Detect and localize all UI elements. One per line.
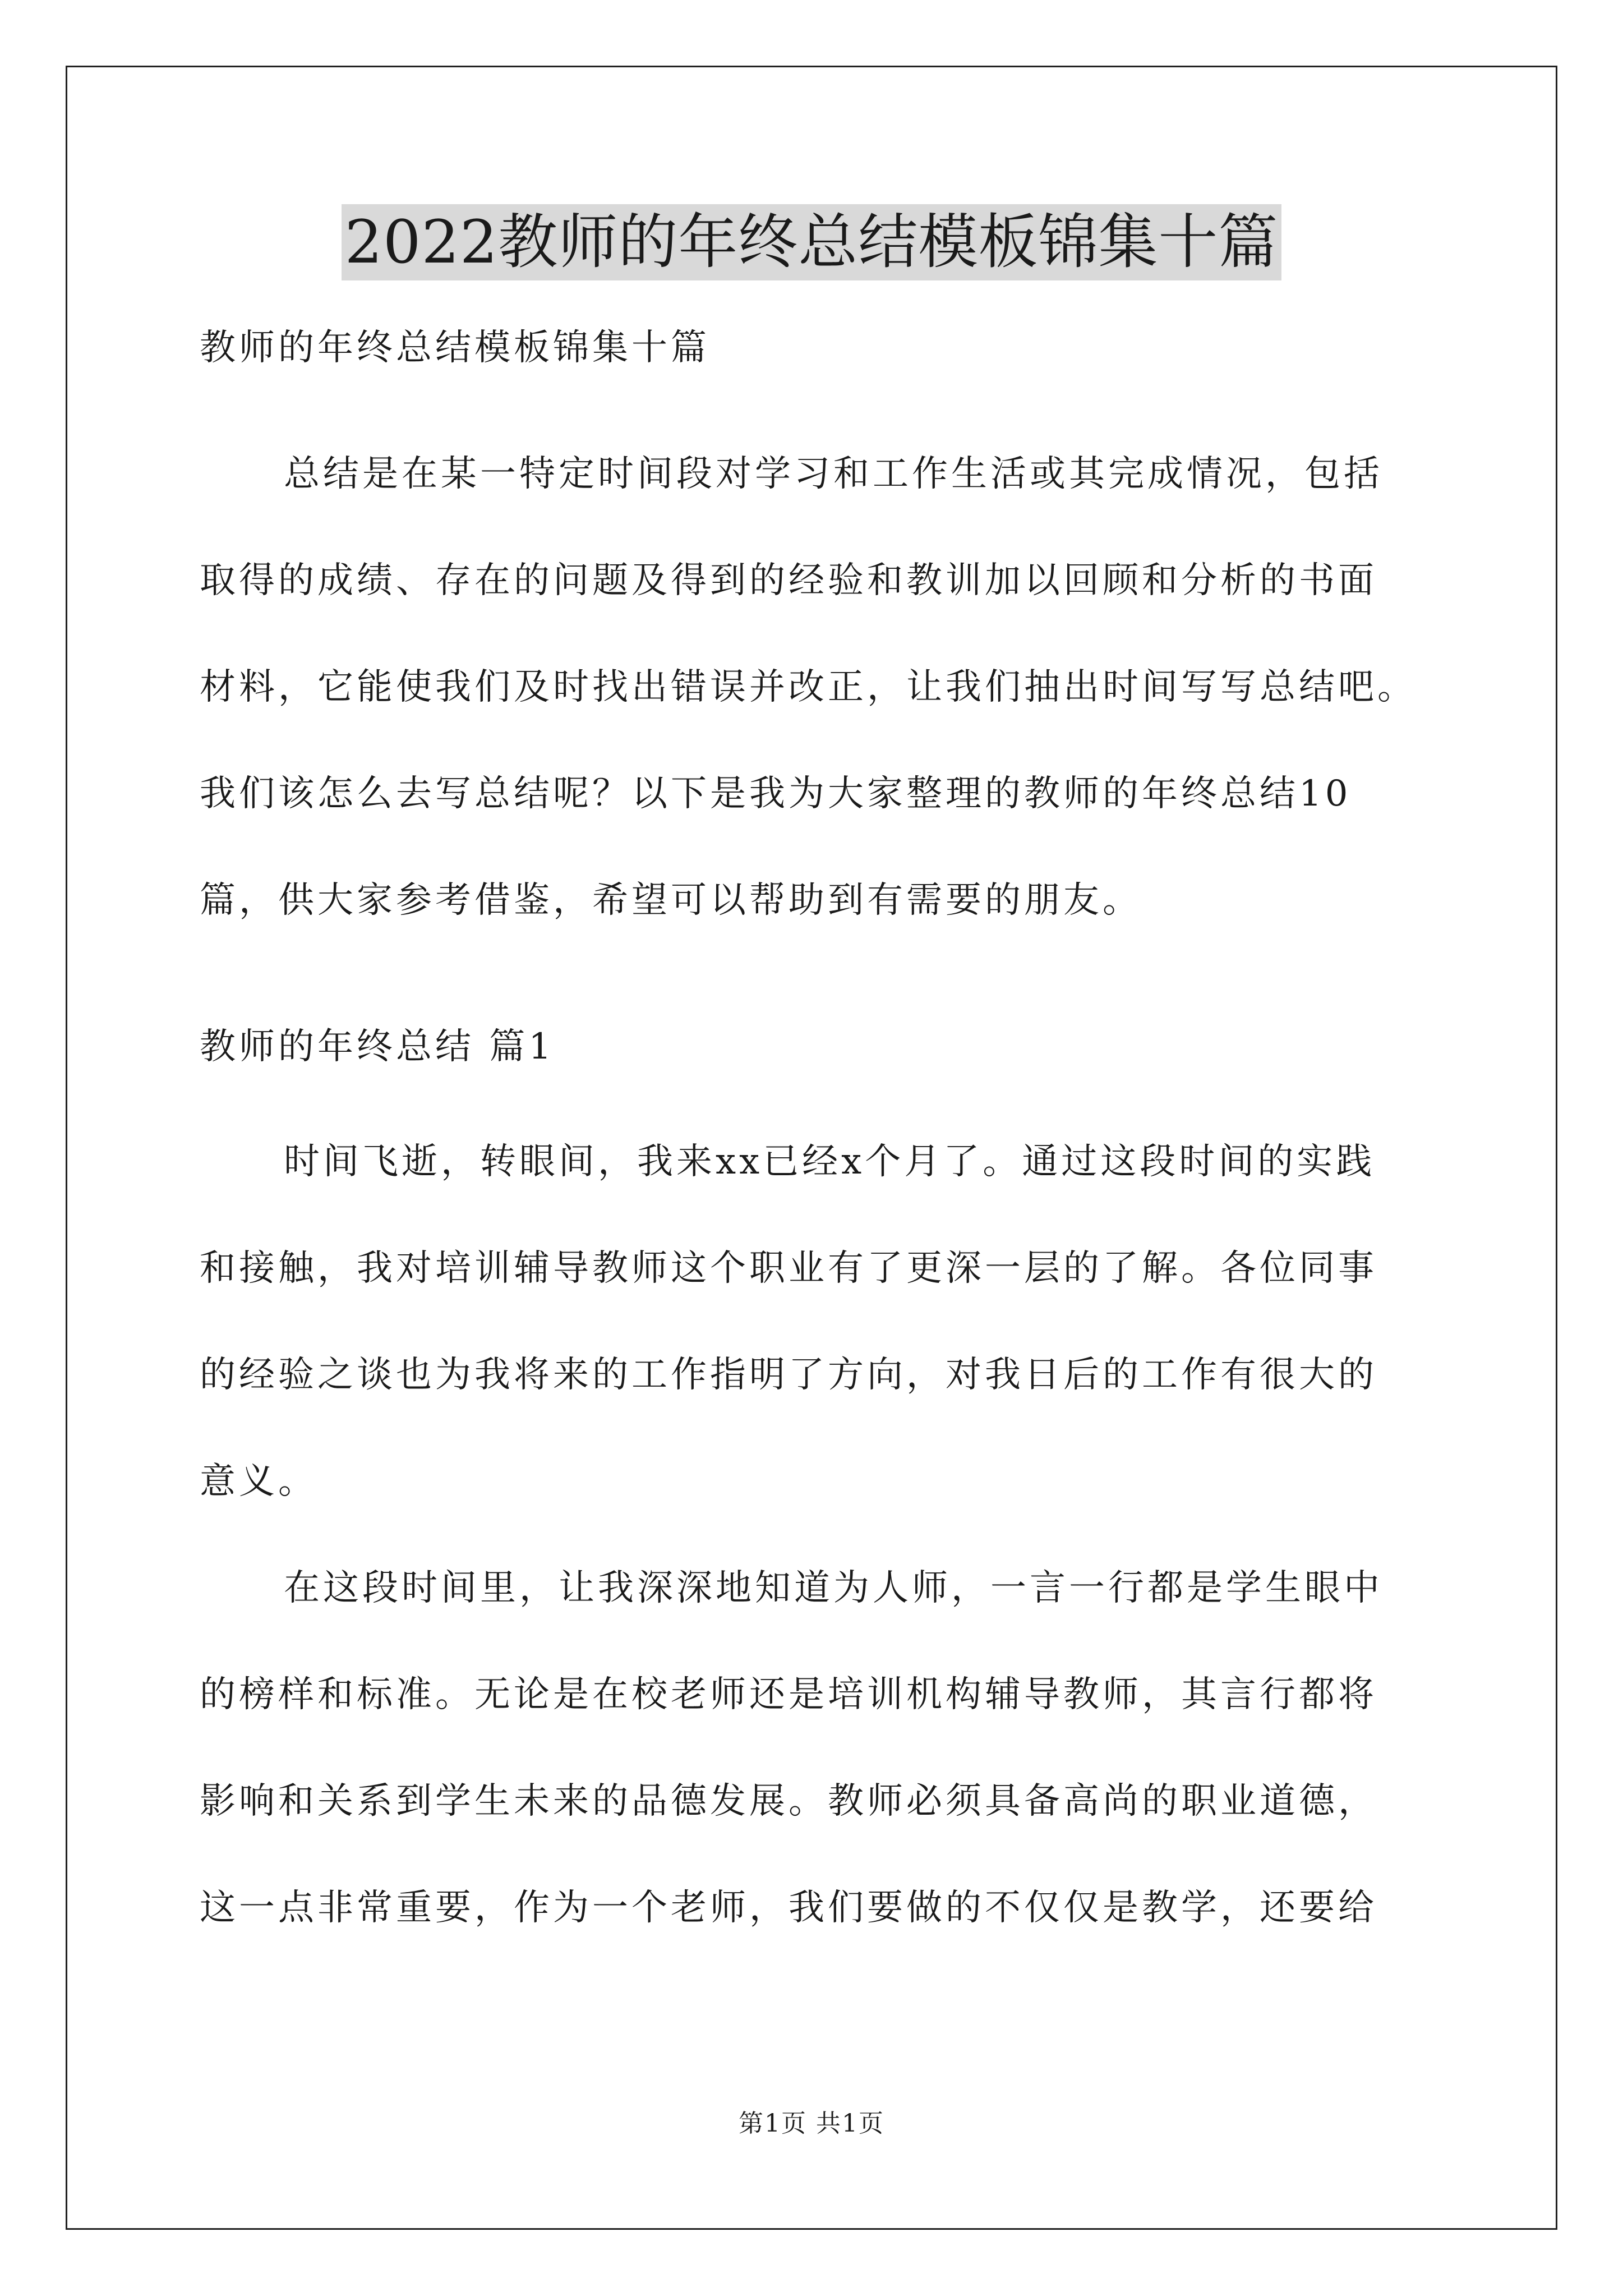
paragraph-line: 在这段时间里，让我深深地知道为人师，一言一行都是学生眼中	[284, 1567, 1383, 1609]
paragraph-line: 意义。	[200, 1461, 317, 1502]
intro-paragraph	[200, 421, 1461, 954]
body-paragraph-2	[200, 1535, 1461, 1961]
title-container	[0, 204, 1623, 280]
paragraph-line: 的经验之谈也为我将来的工作指明了方向，对我日后的工作有很大的	[200, 1354, 1377, 1396]
intro-line: 材料，它能使我们及时找出错误并改正，让我们抽出时间写写总结吧。	[200, 666, 1417, 708]
intro-line: 取得的成绩、存在的问题及得到的经验和教训加以回顾和分析的书面	[200, 560, 1377, 601]
document-body	[200, 309, 1461, 1961]
document-title: 2022教师的年终总结模板锦集十篇	[342, 204, 1282, 280]
page-footer: 第1页 共1页	[739, 2109, 884, 2138]
intro-line: 篇，供大家参考借鉴，希望可以帮助到有需要的朋友。	[200, 880, 1142, 921]
intro-line: 总结是在某一特定时间段对学习和工作生活或其完成情况，包括	[284, 453, 1383, 495]
paragraph-line: 这一点非常重要，作为一个老师，我们要做的不仅仅是教学，还要给	[200, 1887, 1377, 1929]
section-heading: 教师的年终总结 篇1	[200, 1026, 555, 1068]
paragraph-line: 时间飞逝，转眼间，我来xx已经x个月了。通过这段时间的实践	[284, 1141, 1376, 1182]
paragraph-line: 影响和关系到学生未来的品德发展。教师必须具备高尚的职业道德，	[200, 1780, 1377, 1822]
spacer	[200, 954, 1461, 1007]
paragraph-line: 和接触，我对培训辅导教师这个职业有了更深一层的了解。各位同事	[200, 1248, 1377, 1289]
spacer	[200, 1086, 1461, 1108]
body-paragraph-1	[200, 1108, 1461, 1535]
paragraph-line: 的榜样和标准。无论是在校老师还是培训机构辅导教师，其言行都将	[200, 1674, 1377, 1715]
intro-line: 我们该怎么去写总结呢？以下是我为大家整理的教师的年终总结10	[200, 773, 1352, 815]
document-subtitle: 教师的年终总结模板锦集十篇	[200, 327, 710, 369]
